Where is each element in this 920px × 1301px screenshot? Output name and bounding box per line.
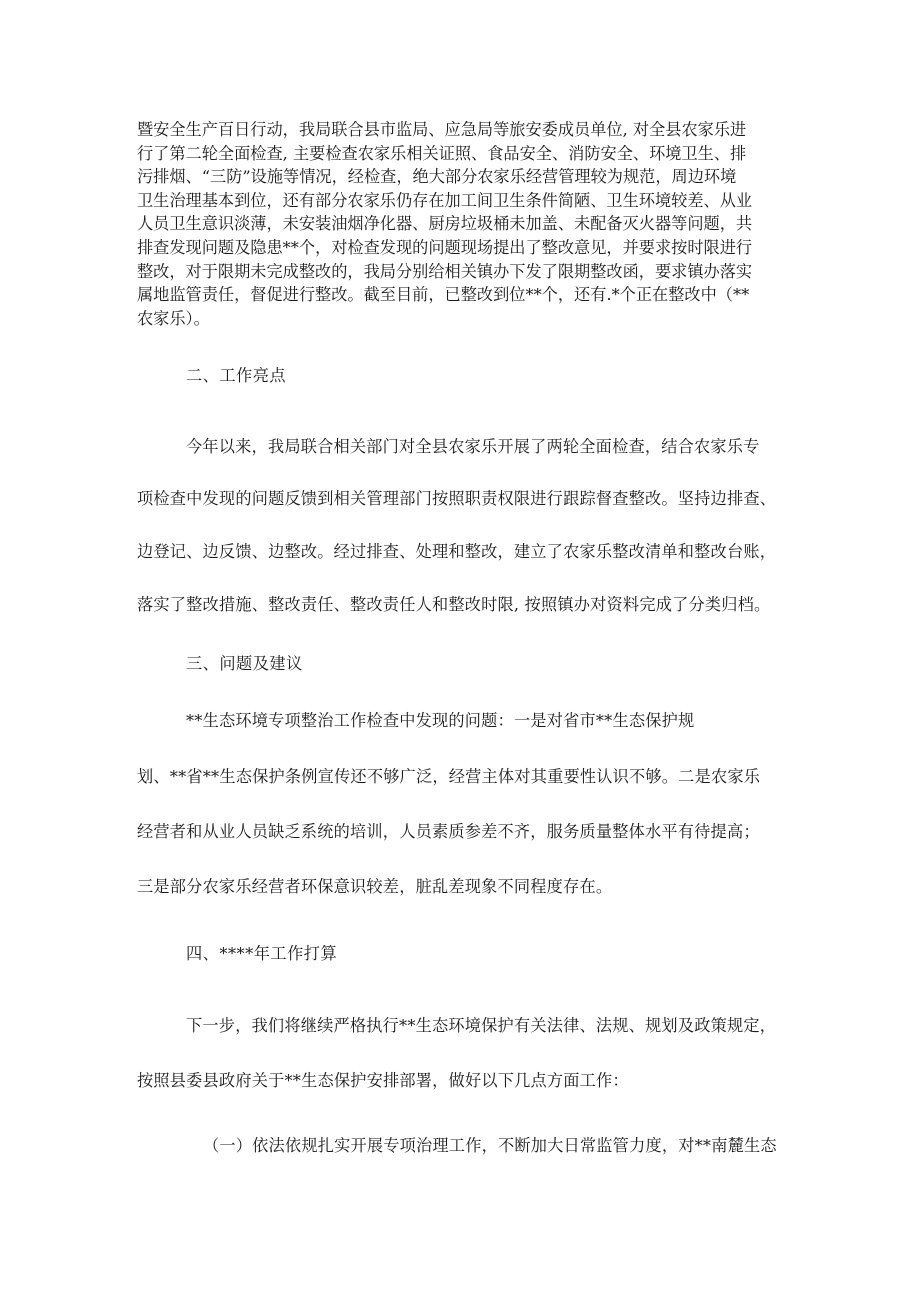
- section1-paragraph: [137, 118, 797, 330]
- paragraph-line: 污排烟、“三防”设施等情况，经检查，绝大部分农家乐经营管理较为规范，周边环境: [137, 167, 737, 187]
- paragraph-line: 属地监管责任，督促进行整改。截至目前，已整改到位**个，还有.*个正在整改中（**: [137, 285, 750, 305]
- paragraph-line: 暨安全生产百日行动，我局联合县市监局、应急局等旅安委成员单位, 对全县农家乐进: [137, 120, 747, 139]
- paragraph-line: 今年以来，我局联合相关部门对全县农家乐开展了两轮全面检查，结合农家乐专: [186, 437, 760, 456]
- section3-heading: 三、问题及建议: [186, 654, 303, 673]
- paragraph-line: 落实了整改措施、整改责任、整改责任人和整改时限, 按照镇办对资料完成了分类归档。: [137, 595, 771, 614]
- section2-heading: 二、工作亮点: [186, 366, 287, 385]
- paragraph-line: 划、**省**生态保护条例宣传还不够广泛，经营主体对其重要性认识不够。二是农家乐: [137, 767, 761, 786]
- paragraph-line: 项检查中发现的问题反馈到相关管理部门按照职责权限进行跟踪督查整改。坚持边排查、: [137, 489, 777, 508]
- section4-heading: 四、****年工作打算: [186, 944, 338, 963]
- paragraph-line: 排查发现问题及隐患**个，对检查发现的问题现场提出了整改意见，并要求按时限进行: [137, 237, 753, 257]
- paragraph-line: 整改，对于限期未完成整改的，我局分别给相关镇办下发了限期整改函，要求镇办落实: [137, 261, 753, 281]
- paragraph-line: 行了第二轮全面检查, 主要检查农家乐相关证照、食品安全、消防安全、环境卫生、排: [137, 143, 747, 163]
- paragraph-line: 经营者和从业人员缺乏系统的培训，人员素质参差不齐，服务质量整体水平有待提高；: [137, 822, 760, 841]
- paragraph-line: 卫生治理基本到位，还有部分农家乐仍存在加工间卫生条件简陋、卫生环境较差、从业: [137, 190, 753, 210]
- paragraph-line: **生态环境专项整治工作检查中发现的问题：一是对省市**生态保护规: [186, 711, 695, 730]
- paragraph-line: 三是部分农家乐经营者环保意识较差，脏乱差现象不同程度存在。: [137, 877, 613, 896]
- paragraph-line: 人员卫生意识淡薄，未安装油烟净化器、厨房垃圾桶未加盖、未配备灭火器等问题，共: [137, 214, 753, 234]
- paragraph-line: 边登记、边反馈、边整改。经过排查、处理和整改，建立了农家乐整改清单和整改台账，: [137, 542, 777, 561]
- list-item-1: （一）依法依规扎实开展专项治理工作，不断加大日常监管力度，对**南麓生态: [203, 1136, 777, 1155]
- paragraph-line: 按照县委县政府关于**生态保护安排部署，做好以下几点方面工作：: [137, 1071, 629, 1090]
- paragraph-line: 下一步，我们将继续严格执行**生态环境保护有关法律、法规、规划及政策规定，: [186, 1016, 777, 1035]
- paragraph-line: 农家乐）。: [137, 308, 210, 328]
